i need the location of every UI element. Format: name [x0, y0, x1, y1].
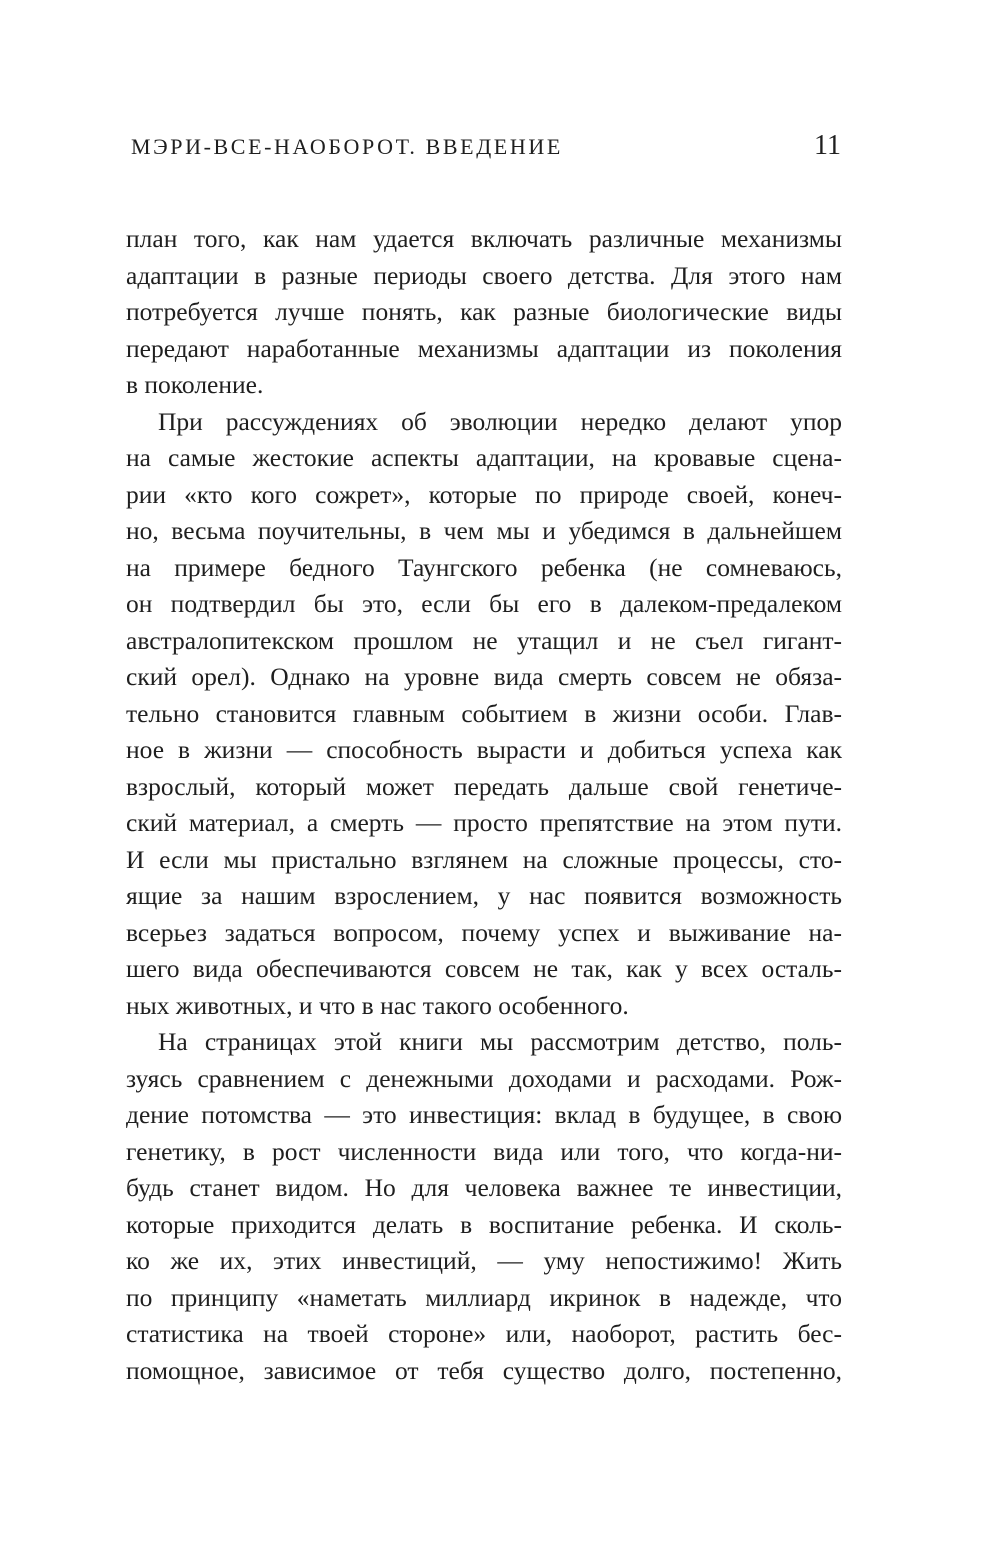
page-number: 11 — [814, 130, 841, 161]
running-header — [131, 130, 841, 170]
text-line: на самые жестокие аспекты адаптации, на кровавые сцена- — [126, 443, 842, 472]
text-line: но, весьма поучительны, в чем мы и убедимся в дальнейшем — [126, 516, 842, 545]
text-line: ное в жизни — способность вырасти и добиться успеха как — [126, 735, 842, 764]
text-line: статистика на твоей стороне» или, наоборот, растить бес- — [126, 1319, 842, 1348]
text-line: ский орел). Однако на уровне вида смерть совсем не обяза- — [126, 662, 842, 691]
text-line: потребуется лучше понять, как разные биологические виды — [126, 297, 842, 326]
text-line: по принципу «наметать миллиард икринок в надежде, что — [126, 1282, 842, 1312]
text-line: в поколение. — [126, 370, 264, 399]
running-title: МЭРИ-ВСЕ-НАОБОРОТ. ВВЕДЕНИЕ — [131, 134, 563, 159]
text-line: ский материал, а смерть — просто препятствие на этом пути. — [126, 808, 842, 837]
text-line: ко же их, этих инвестиций, — уму непостижимо! Жить — [126, 1246, 842, 1275]
text-line: помощное, зависимое от тебя существо долго, постепенно, — [126, 1355, 842, 1385]
text-line: На страницах этой книги мы рассмотрим детство, поль- — [158, 1027, 842, 1056]
text-line: всерьез задаться вопросом, почему успех и выживание на- — [126, 917, 842, 947]
text-line: на примере бедного Таунгского ребенка (не сомневаюсь, — [126, 552, 842, 582]
text-line: взрослый, который может передать дальше свой генетиче- — [126, 771, 842, 801]
text-line: зуясь сравнением с денежными доходами и расходами. Рож- — [126, 1063, 842, 1093]
text-line: которые приходится делать в воспитание ребенка. И сколь- — [126, 1209, 842, 1239]
body-text — [126, 221, 842, 1389]
text-line: он подтвердил бы это, если бы его в далеком-предалеком — [126, 589, 842, 618]
text-line: дение потомства — это инвестиция: вклад в будущее, в свою — [126, 1100, 842, 1129]
paragraph-3 — [126, 1024, 842, 1389]
text-line: шего вида обеспечиваются совсем не так, как у всех осталь- — [126, 954, 842, 983]
text-line: передают наработанные механизмы адаптации из поколения — [126, 333, 842, 363]
text-line: ных животных, и что в нас такого особенного. — [126, 990, 629, 1020]
text-line: рии «кто кого сожрет», которые по природе своей, конеч- — [126, 479, 842, 509]
text-line: И если мы пристально взглянем на сложные процессы, сто- — [126, 844, 842, 874]
text-line: ящие за нашим взрослением, у нас появится возможность — [126, 881, 842, 910]
text-line: тельно становится главным событием в жизни особи. Глав- — [126, 698, 842, 728]
text-line: генетику, в рост численности вида или того, что когда-ни- — [126, 1136, 842, 1166]
text-line: При рассуждениях об эволюции нередко делают упор — [158, 406, 842, 436]
paragraph-1 — [126, 221, 842, 404]
paragraph-2 — [126, 404, 842, 1025]
text-line: будь станет видом. Но для человека важнее те инвестиции, — [126, 1173, 842, 1202]
text-line: адаптации в разные периоды своего детства. Для этого нам — [126, 260, 842, 290]
text-line: австралопитекском прошлом не утащил и не съел гигант- — [126, 625, 842, 655]
text-line: план того, как нам удается включать различные механизмы — [126, 224, 842, 253]
